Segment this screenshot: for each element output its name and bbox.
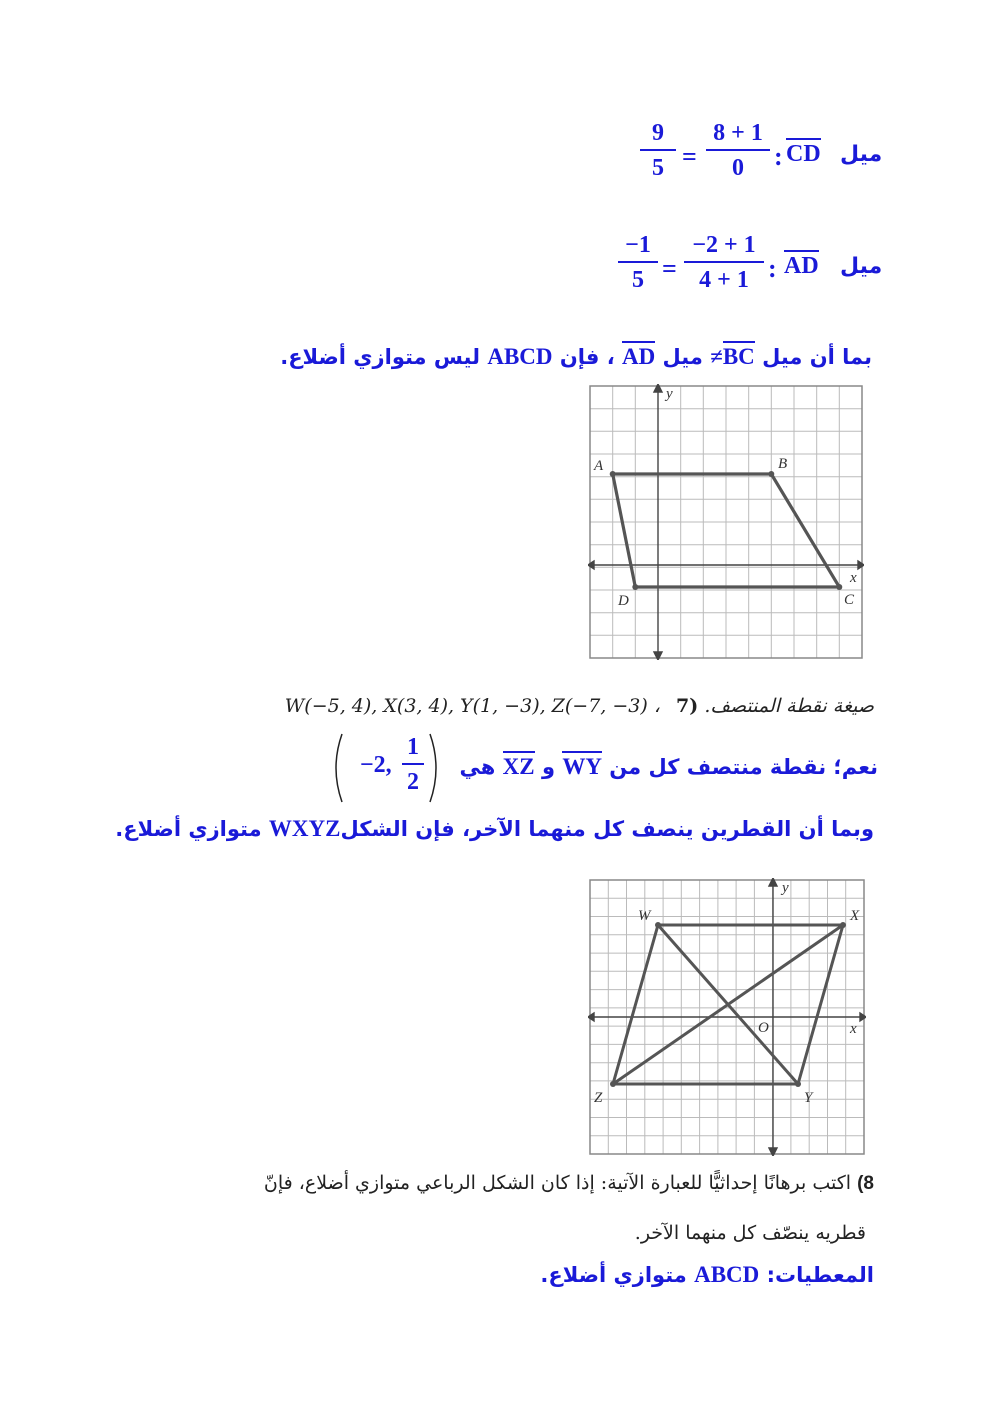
- segment-bc: BC: [723, 341, 755, 369]
- problem-text-line2: قطريه ينصّف كل منهما الآخر.: [634, 1222, 866, 1244]
- given-text: متوازي أضلاع.: [540, 1263, 687, 1287]
- text: نعم؛ نقطة منتصف كل من: [609, 755, 878, 779]
- frac-numerator: 1: [402, 734, 424, 765]
- answer-7: [330, 732, 878, 804]
- figure-name: WXYZ: [268, 816, 341, 841]
- label-w: W: [638, 908, 651, 924]
- text: ميل: [662, 345, 703, 369]
- colon: :: [774, 142, 783, 171]
- given-label: المعطيات:: [766, 1263, 874, 1287]
- text: ليس متوازي أضلاع.: [280, 345, 481, 369]
- graph-wxyz: [588, 878, 866, 1156]
- figure-name: ABCD: [694, 1262, 760, 1287]
- label-z: Z: [594, 1090, 603, 1106]
- text: هي: [459, 755, 496, 779]
- point-a: [610, 471, 616, 477]
- label-b: B: [778, 456, 788, 472]
- not-equal-sign: ≠: [710, 344, 723, 369]
- equals-sign: =: [662, 254, 677, 283]
- text: متوازي أضلاع.: [115, 817, 262, 841]
- text: وبما أن القطرين ينصف كل منهما الآخر، فإن الشكل: [340, 817, 874, 841]
- paren-right: [428, 732, 442, 804]
- problem-8-line2: [635, 1222, 866, 1244]
- segment-ad: AD: [622, 341, 655, 369]
- label-y-point: Y: [804, 1090, 813, 1106]
- equals-sign: =: [682, 142, 697, 171]
- label-y: y: [666, 386, 673, 402]
- point-b: [768, 471, 774, 477]
- label-c: C: [844, 592, 855, 608]
- graph-abcd: [588, 384, 864, 660]
- frac-denominator: 2: [407, 769, 419, 795]
- figure-name: ABCD: [487, 344, 553, 369]
- point-x: [840, 922, 846, 928]
- frac-numerator: −2 + 1: [684, 232, 764, 263]
- point-d: [632, 584, 638, 590]
- diagonal-xz: [613, 925, 843, 1084]
- problem-number: (7: [676, 695, 699, 717]
- label-x-axis: x: [850, 1021, 857, 1037]
- problem-7: [285, 695, 874, 717]
- frac-denominator: 5: [632, 267, 644, 293]
- slope-label: ميل: [840, 254, 883, 279]
- point-z: [610, 1081, 616, 1087]
- midpoint-half: [402, 734, 424, 796]
- given-line: [540, 1262, 874, 1288]
- paren-left: [330, 732, 344, 804]
- text: و: [541, 755, 555, 779]
- label-origin: O: [758, 1020, 769, 1036]
- segment-xz: XZ: [503, 751, 535, 779]
- segment-wy: WY: [562, 751, 602, 779]
- label-y-axis: y: [782, 880, 789, 896]
- slope-ad-frac2: [618, 232, 658, 294]
- problem-number: 8): [857, 1173, 874, 1194]
- problem-text: W(−5, 4), X(3, 4), Y(1, −3), Z(−7, −3) ، صيغة نقطة المنتصف.: [284, 695, 874, 717]
- answer-7-text: [460, 754, 878, 780]
- point-w: [655, 922, 661, 928]
- label-a: A: [594, 458, 604, 474]
- axes: [588, 878, 866, 1156]
- point-y: [795, 1081, 801, 1087]
- segment-ad: AD: [784, 250, 819, 280]
- colon: :: [768, 254, 777, 283]
- text: بما أن ميل: [762, 345, 872, 369]
- frac-denominator: 0: [732, 155, 744, 181]
- conclusion-1: [280, 344, 872, 370]
- frac-numerator: 9: [640, 120, 676, 151]
- slope-cd-frac1: [706, 120, 770, 182]
- slope-cd-line: [640, 120, 883, 200]
- frac-numerator: 8 + 1: [706, 120, 770, 151]
- label-d: D: [618, 593, 629, 609]
- slope-cd-frac2: [640, 120, 676, 182]
- slope-ad-frac1: [684, 232, 764, 294]
- slope-ad-line: [618, 232, 883, 312]
- text: ، فإن: [559, 345, 615, 369]
- label-x: x: [850, 570, 857, 586]
- slope-label: ميل: [840, 142, 883, 167]
- problem-text-line1: اكتب برهانًا إحداثيًّا للعبارة الآتية: إذا كان الشكل الرباعي متوازي أضلاع، فإنّ: [263, 1172, 852, 1194]
- answer-7-conclusion: [115, 816, 874, 842]
- frac-numerator: −1: [618, 232, 658, 263]
- frac-denominator: 4 + 1: [699, 267, 749, 293]
- point-c: [836, 584, 842, 590]
- midpoint-x: −2,: [360, 752, 392, 778]
- grid: [590, 386, 862, 658]
- label-x-point: X: [850, 908, 860, 924]
- problem-8: [264, 1172, 874, 1195]
- segment-cd: CD: [786, 138, 821, 168]
- frac-denominator: 5: [652, 155, 664, 181]
